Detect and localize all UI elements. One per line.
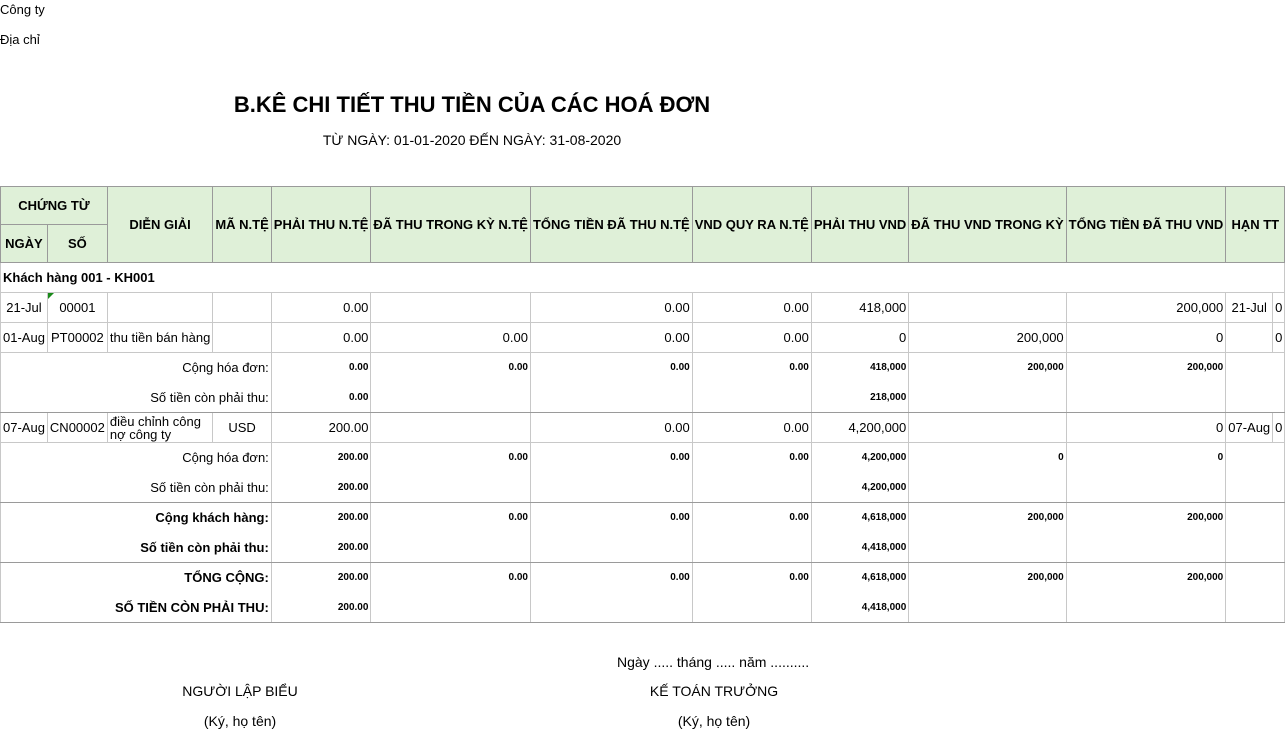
- grand-total-phai-thu-nte: 200.00: [271, 563, 371, 593]
- chief-accountant-title: KẾ TOÁN TRƯỞNG: [649, 683, 779, 699]
- header-ngay: NGÀY: [1, 225, 48, 263]
- customer-total-tong-vnd: 200,000: [1066, 503, 1226, 533]
- customer-group-label: Khách hàng 001 - KH001: [1, 263, 1285, 293]
- row-last: 0: [1273, 413, 1285, 443]
- preparer-sign-note: (Ký, họ tên): [203, 713, 277, 729]
- header-da-thu-nte: ĐÃ THU TRONG KỲ N.TỆ: [371, 187, 531, 263]
- grand-total-label: TỔNG CỘNG:: [1, 563, 272, 593]
- subtotal-label: Cộng hóa đơn:: [1, 443, 272, 473]
- row-vnd-quy-ra: 0.00: [692, 413, 811, 443]
- header-so: SỐ: [47, 225, 107, 263]
- header-vnd-quy-ra: VND QUY RA N.TỆ: [692, 187, 811, 263]
- row-phai-thu-vnd: 0: [811, 323, 908, 353]
- table-row: [1, 413, 1285, 443]
- subtotal-da-thu-vnd: 200,000: [909, 353, 1066, 383]
- signature-date-line: Ngày ..... tháng ..... năm ..........: [617, 654, 810, 670]
- customer-total-tong-nte: 0.00: [530, 503, 692, 533]
- row-last: 0: [1273, 323, 1285, 353]
- subtotal-da-thu-vnd: 0: [909, 443, 1066, 473]
- chief-accountant-sign-note: (Ký, họ tên): [677, 713, 751, 729]
- remaining-vnd: 4,200,000: [811, 473, 908, 503]
- customer-total-vnd-quy-ra: 0.00: [692, 503, 811, 533]
- preparer-title: NGƯỜI LẬP BIỂU: [182, 683, 298, 699]
- row-date: 21-Jul: [1, 293, 48, 323]
- customer-remaining-row: [1, 533, 1285, 563]
- customer-total-da-thu-nte: 0.00: [371, 503, 531, 533]
- grand-remaining-label: SỐ TIỀN CÒN PHẢI THU:: [1, 593, 272, 623]
- grand-total-da-thu-vnd: 200,000: [909, 563, 1066, 593]
- subtotal-phai-thu-vnd: 4,200,000: [811, 443, 908, 473]
- row-date: 07-Aug: [1, 413, 48, 443]
- row-vnd-quy-ra: 0.00: [692, 323, 811, 353]
- row-phai-thu-nte: 200.00: [271, 413, 371, 443]
- row-doc-no: CN00002: [47, 413, 107, 443]
- customer-total-row: [1, 503, 1285, 533]
- row-phai-thu-vnd: 418,000: [811, 293, 908, 323]
- table-row: [1, 293, 1285, 323]
- report-table: [0, 186, 1285, 623]
- row-due-date: 21-Jul: [1226, 293, 1273, 323]
- subtotal-da-thu-nte: 0.00: [371, 353, 531, 383]
- grand-total-phai-thu-vnd: 4,618,000: [811, 563, 908, 593]
- subtotal-tong-vnd: 200,000: [1066, 353, 1226, 383]
- remaining-vnd: 218,000: [811, 383, 908, 413]
- address-label: Địa chỉ: [0, 32, 40, 47]
- customer-remaining-nte: 200.00: [271, 533, 371, 563]
- row-due-date: [1226, 323, 1273, 353]
- row-da-thu-vnd: [909, 413, 1066, 443]
- customer-remaining-label: Số tiền còn phải thu:: [1, 533, 272, 563]
- company-label: Công ty: [0, 2, 45, 17]
- subtotal-vnd-quy-ra: 0.00: [692, 353, 811, 383]
- header-phai-thu-vnd: PHẢI THU VND: [811, 187, 908, 263]
- row-tong-vnd: 0: [1066, 323, 1226, 353]
- grand-total-da-thu-nte: 0.00: [371, 563, 531, 593]
- header-tong-tien-vnd: TỔNG TIỀN ĐÃ THU VND: [1066, 187, 1226, 263]
- customer-total-phai-thu-vnd: 4,618,000: [811, 503, 908, 533]
- date-range: TỪ NGÀY: 01-01-2020 ĐẾN NGÀY: 31-08-2020: [322, 132, 622, 148]
- row-last: 0: [1273, 293, 1285, 323]
- remaining-row: [1, 383, 1285, 413]
- subtotal-empty: [1226, 353, 1285, 383]
- header-da-thu-vnd: ĐÃ THU VND TRONG KỲ: [909, 187, 1066, 263]
- subtotal-row: [1, 353, 1285, 383]
- subtotal-tong-vnd: 0: [1066, 443, 1226, 473]
- subtotal-label: Cộng hóa đơn:: [1, 353, 272, 383]
- header-chung-tu: CHỨNG TỪ: [1, 187, 108, 225]
- grand-total-tong-vnd: 200,000: [1066, 563, 1226, 593]
- row-phai-thu-nte: 0.00: [271, 323, 371, 353]
- subtotal-tong-nte: 0.00: [530, 353, 692, 383]
- row-desc: thu tiền bán hàng: [107, 323, 212, 353]
- row-tong-nte: 0.00: [530, 293, 692, 323]
- header-han-tt: HẠN TT: [1226, 187, 1285, 263]
- row-currency: [213, 293, 271, 323]
- row-due-date: 07-Aug: [1226, 413, 1273, 443]
- row-tong-nte: 0.00: [530, 323, 692, 353]
- row-doc-no: 00001: [47, 293, 107, 323]
- subtotal-vnd-quy-ra: 0.00: [692, 443, 811, 473]
- row-desc: [107, 293, 212, 323]
- subtotal-row: [1, 443, 1285, 473]
- subtotal-phai-thu-vnd: 418,000: [811, 353, 908, 383]
- row-vnd-quy-ra: 0.00: [692, 293, 811, 323]
- remaining-row: [1, 473, 1285, 503]
- row-phai-thu-nte: 0.00: [271, 293, 371, 323]
- row-da-thu-nte: [371, 293, 531, 323]
- grand-total-row: [1, 563, 1285, 593]
- row-tong-vnd: 200,000: [1066, 293, 1226, 323]
- row-date: 01-Aug: [1, 323, 48, 353]
- table-row: [1, 323, 1285, 353]
- grand-remaining-vnd: 4,418,000: [811, 593, 908, 623]
- customer-total-phai-thu-nte: 200.00: [271, 503, 371, 533]
- row-tong-nte: 0.00: [530, 413, 692, 443]
- row-tong-vnd: 0: [1066, 413, 1226, 443]
- grand-remaining-row: [1, 593, 1285, 623]
- header-ma-nte: MÃ N.TỆ: [213, 187, 271, 263]
- row-da-thu-nte: [371, 413, 531, 443]
- subtotal-phai-thu-nte: 0.00: [271, 353, 371, 383]
- subtotal-tong-nte: 0.00: [530, 443, 692, 473]
- customer-total-da-thu-vnd: 200,000: [909, 503, 1066, 533]
- subtotal-da-thu-nte: 0.00: [371, 443, 531, 473]
- report-title: B.KÊ CHI TIẾT THU TIỀN CỦA CÁC HOÁ ĐƠN: [233, 92, 711, 117]
- row-currency: [213, 323, 271, 353]
- header-dien-giai: DIỄN GIẢI: [107, 187, 212, 263]
- row-doc-no: PT00002: [47, 323, 107, 353]
- customer-remaining-vnd: 4,418,000: [811, 533, 908, 563]
- row-currency: USD: [213, 413, 271, 443]
- remaining-label: Số tiền còn phải thu:: [1, 383, 272, 413]
- grand-total-tong-nte: 0.00: [530, 563, 692, 593]
- remaining-label: Số tiền còn phải thu:: [1, 473, 272, 503]
- subtotal-phai-thu-nte: 200.00: [271, 443, 371, 473]
- row-desc: điều chỉnh công nợ công ty: [107, 413, 212, 443]
- row-da-thu-nte: 0.00: [371, 323, 531, 353]
- remaining-nte: 200.00: [271, 473, 371, 503]
- header-tong-tien-nte: TỔNG TIỀN ĐÃ THU N.TỆ: [530, 187, 692, 263]
- customer-total-label: Cộng khách hàng:: [1, 503, 272, 533]
- grand-total-vnd-quy-ra: 0.00: [692, 563, 811, 593]
- row-da-thu-vnd: 200,000: [909, 323, 1066, 353]
- row-phai-thu-vnd: 4,200,000: [811, 413, 908, 443]
- row-da-thu-vnd: [909, 293, 1066, 323]
- header-phai-thu-nte: PHẢI THU N.TỆ: [271, 187, 371, 263]
- remaining-nte: 0.00: [271, 383, 371, 413]
- grand-remaining-nte: 200.00: [271, 593, 371, 623]
